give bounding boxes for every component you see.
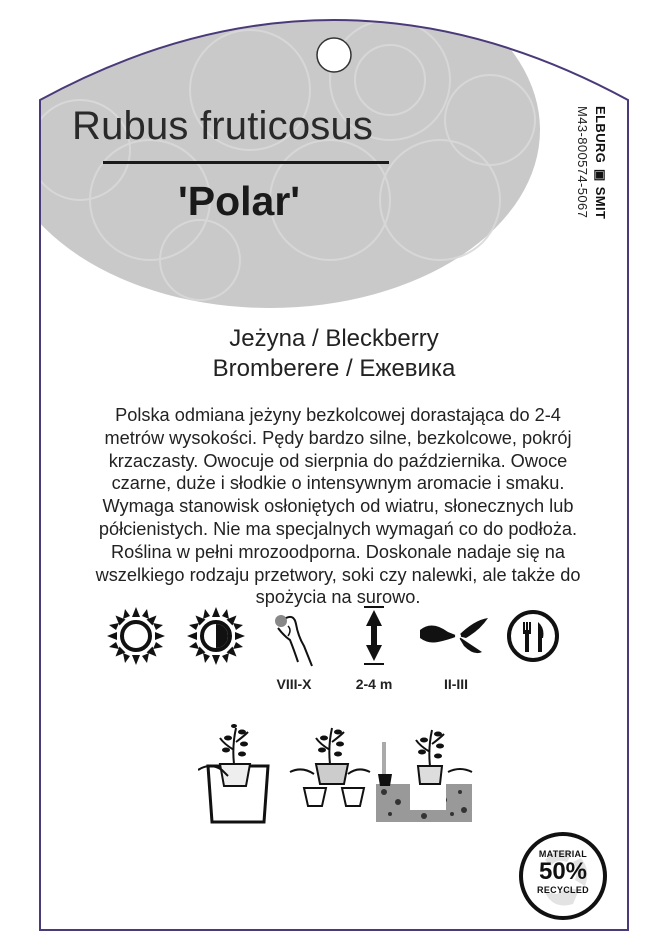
description-line: Wymaga stanowisk osłoniętych od wiatru, słonecznych lub — [102, 496, 574, 517]
description — [68, 404, 608, 609]
height-arrow-icon — [356, 604, 392, 670]
description-line: metrów wysokości. Pędy bardzo silne, bezkolcowe, pokrój — [104, 427, 572, 448]
description-line: półcienistych. Nie ma specjalnych wymagań co do podłoża. — [98, 518, 578, 539]
remove-pot-step-icon — [286, 722, 374, 816]
badge-bottom-text: RECYCLED — [537, 885, 589, 895]
full-sun-icon — [106, 606, 166, 666]
latin-name: Rubus fruticosus — [72, 104, 374, 148]
edible-cutlery-icon — [505, 608, 561, 664]
vendor-brand: ELBURG ▣ SMIT — [593, 106, 608, 220]
description-line: czarne, duże i słodkie o intensywnym aromacie i smaku. — [111, 473, 565, 494]
description-line: krzaczasty. Owocuje od sierpnia do października. Owoce — [108, 450, 568, 471]
harvest-months-label: VIII-X — [276, 676, 312, 692]
harvest-hand-icon — [268, 606, 318, 670]
soak-pot-step-icon — [198, 722, 282, 826]
pruning-shears-icon — [418, 612, 490, 662]
badge-top-text: MATERIAL — [538, 849, 588, 859]
pruning-months-label: II-III — [443, 676, 469, 692]
description-line: spożycia na surowo. — [255, 587, 421, 608]
description-line: Polska odmiana jeżyny bezkolcowej dorastająca do 2-4 — [115, 405, 561, 425]
cultivar-name: 'Polar' — [178, 178, 301, 224]
title-divider — [103, 161, 389, 164]
height-label: 2-4 m — [355, 676, 393, 692]
hang-hole — [317, 38, 351, 72]
partial-shade-icon — [186, 606, 246, 666]
common-names-line-1: Jeżyna / Bleckberry — [229, 325, 439, 352]
vendor-block — [577, 106, 613, 236]
header-background — [0, 0, 540, 308]
product-code: M43-800574-5067 — [575, 106, 590, 219]
plant-in-soil-step-icon — [374, 722, 474, 824]
common-names-line-2: Bromberere / Ежевика — [212, 355, 456, 382]
description-line: wszelkiego rodzaju przetwory, soki czy nalewki, ale także do — [95, 564, 581, 585]
badge-percent: 50% — [538, 858, 588, 885]
description-line: Roślina w pełni mrozoodporna. Doskonale nadaje się na — [111, 541, 565, 562]
